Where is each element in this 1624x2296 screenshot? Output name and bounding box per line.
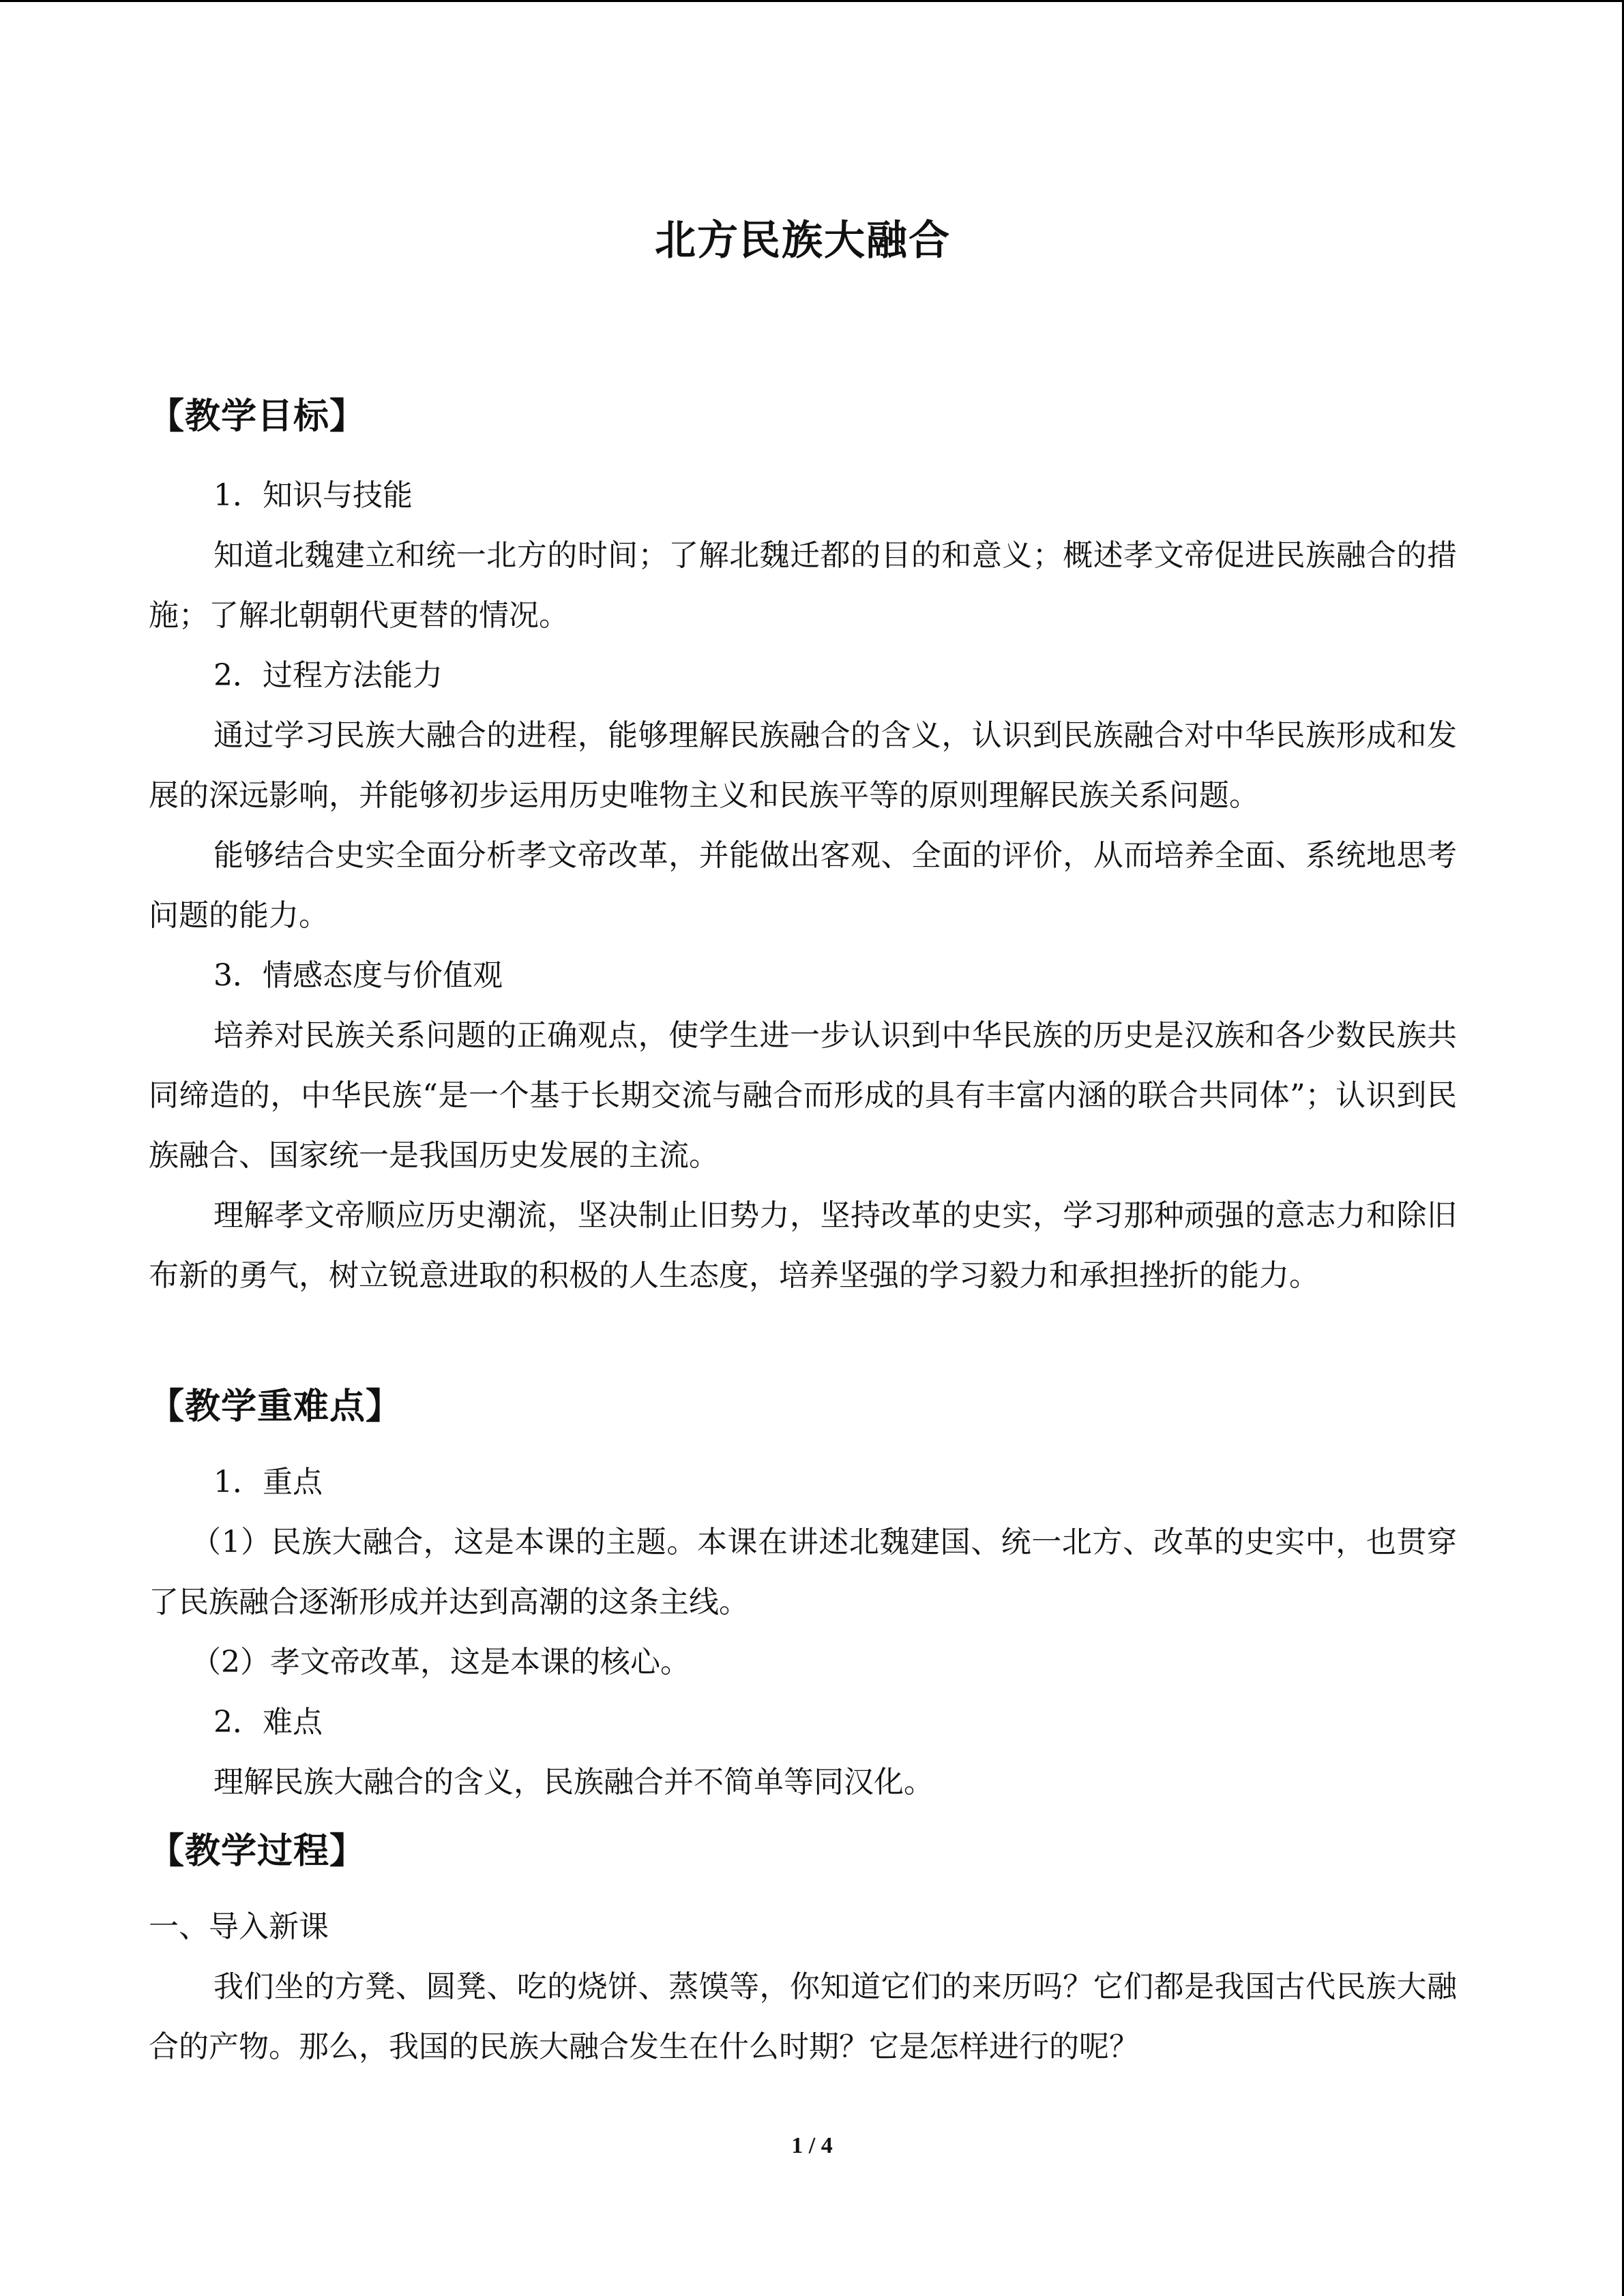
keypoint-1-heading: 1．重点 (213, 1465, 323, 1500)
goal-1-heading: 1．知识与技能 (213, 478, 413, 513)
page-number: 1 / 4 (791, 2133, 833, 2158)
process-1-body: 我们坐的方凳、圆凳、吃的烧饼、蒸馍等，你知道它们的来历吗？它们都是我国古代民族大融合的产物。那么，我国的民族大融合发生在什么时期？它是怎样进行的呢？ (149, 1969, 1457, 2064)
goal-3-heading: 3．情感态度与价值观 (213, 958, 503, 993)
goal-2-heading: 2．过程方法能力 (213, 658, 443, 693)
section-heading-process: 【教学过程】 (149, 1831, 366, 1872)
goal-2-body-2: 能够结合史实全面分析孝文帝改革，并能做出客观、全面的评价，从而培养全面、系统地思考问题的能力。 (149, 838, 1457, 933)
section-heading-keypoints: 【教学重难点】 (149, 1386, 402, 1427)
section-heading-goals: 【教学目标】 (149, 396, 366, 437)
goal-3-body-2: 理解孝文帝顺应历史潮流，坚决制止旧势力，坚持改革的史实，学习那种顽强的意志力和除旧布新的勇气，树立锐意进取的积极的人生态度，培养坚强的学习毅力和承担挫折的能力。 (149, 1198, 1457, 1293)
keypoint-1-item-2: （2）孝文帝改革，这是本课的核心。 (191, 1645, 690, 1680)
goal-1-body: 知道北魏建立和统一北方的时间；了解北魏迁都的目的和意义；概述孝文帝促进民族融合的措施；了解北朝朝代更替的情况。 (149, 538, 1457, 633)
keypoint-2-body: 理解民族大融合的含义，民族融合并不简单等同汉化。 (213, 1765, 934, 1800)
keypoint-2-heading: 2．难点 (213, 1705, 323, 1740)
goal-3-body-1: 培养对民族关系问题的正确观点，使学生进一步认识到中华民族的历史是汉族和各少数民族共同缔造的，中华民族“是一个基于长期交流与融合而形成的具有丰富内涵的联合共同体”；认识到民族融合、国家统一是我国历史发展的主流。 (149, 1018, 1458, 1173)
document-title: 北方民族大融合 (655, 217, 951, 265)
process-1-heading: 一、导入新课 (149, 1909, 329, 1944)
goal-2-body-1: 通过学习民族大融合的进程，能够理解民族融合的含义，认识到民族融合对中华民族形成和发展的深远影响，并能够初步运用历史唯物主义和民族平等的原则理解民族关系问题。 (149, 718, 1457, 813)
page-border-top (0, 0, 1624, 2)
keypoint-1-item-1: （1）民族大融合，这是本课的主题。本课在讲述北魏建国、统一北方、改革的史实中，也贯穿了民族融合逐渐形成并达到高潮的这条主线。 (149, 1525, 1457, 1620)
